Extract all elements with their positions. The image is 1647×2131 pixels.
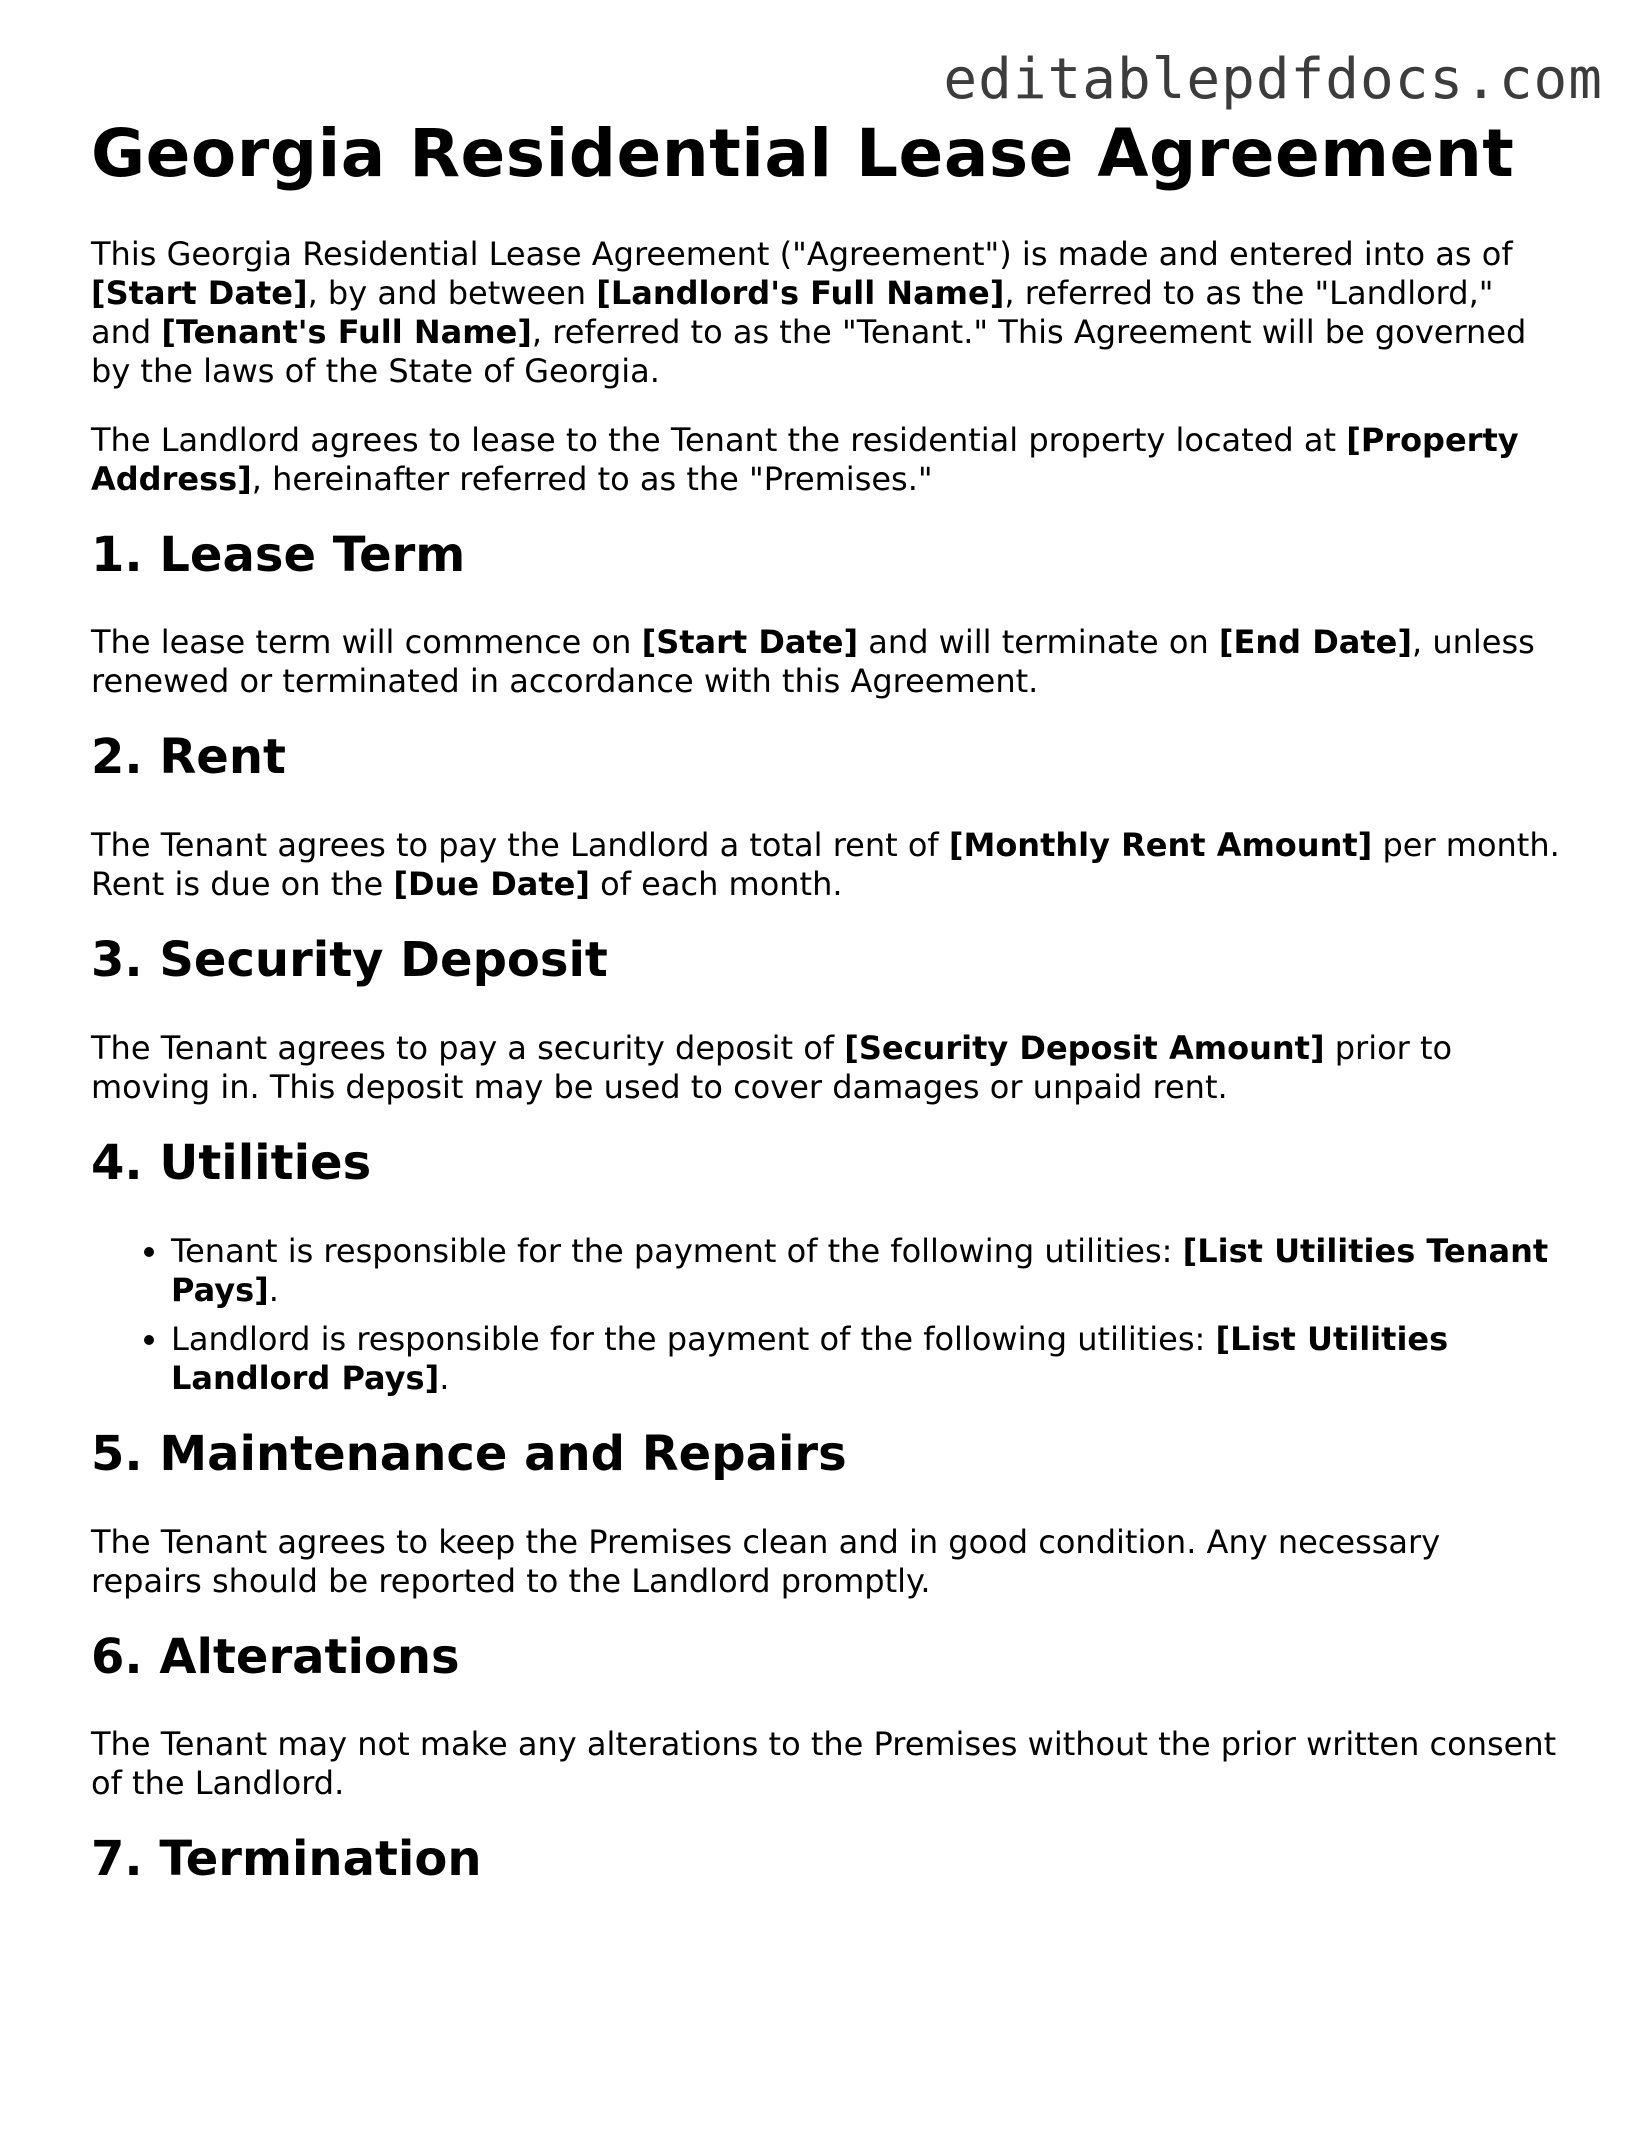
- section-heading-termination: 7. Termination: [91, 1831, 482, 1888]
- start-date-field: [Start Date]: [91, 273, 308, 312]
- section-heading-alterations: 6. Alterations: [91, 1628, 460, 1685]
- lease-term-text: , unless renewed or terminated in accordance with this Agreement.: [91, 623, 1535, 701]
- premises-paragraph: [91, 421, 1561, 499]
- property-address-field: [Property Address]: [91, 420, 1519, 498]
- alterations-paragraph: The Tenant may not make any alterations to the Premises without the prior written consent of the Landlord.: [91, 1725, 1557, 1803]
- landlord-name-field: [Landlord's Full Name]: [596, 273, 1005, 312]
- intro-text: This Georgia Residential Lease Agreement ("Agreement") is made and entered into as of: [91, 234, 1513, 273]
- tenant-name-field: [Tenant's Full Name]: [161, 312, 532, 351]
- rent-text: The Tenant agrees to pay the Landlord a total rent of: [91, 826, 949, 865]
- section-heading-rent: 2. Rent: [91, 729, 286, 786]
- start-date-field: [Start Date]: [641, 623, 859, 662]
- list-item: [171, 1232, 1561, 1310]
- utilities-text: Tenant is responsible for the payment of the following utilities:: [171, 1231, 1183, 1270]
- deposit-text: The Tenant agrees to pay a security deposit of: [91, 1028, 845, 1067]
- intro-text: , by and between: [307, 273, 597, 312]
- watermark-text: editablepdfdocs.com: [943, 47, 1603, 112]
- deposit-paragraph: [91, 1029, 1561, 1107]
- lease-term-paragraph: [91, 623, 1561, 701]
- end-date-field: [End Date]: [1218, 623, 1412, 662]
- lease-term-text: The lease term will commence on: [91, 623, 642, 662]
- landlord-utilities-field: [List Utilities Landlord Pays]: [171, 1319, 1449, 1397]
- section-heading-security-deposit: 3. Security Deposit: [91, 932, 608, 989]
- document-page: [91, 115, 1561, 1928]
- maintenance-paragraph: The Tenant agrees to keep the Premises clean and in good condition. Any necessary repairs should be reported to the Landlord promptly.: [91, 1522, 1441, 1600]
- premises-text: The Landlord agrees to lease to the Tenant the residential property located at: [91, 420, 1347, 459]
- tenant-utilities-field: [List Utilities Tenant Pays]: [171, 1231, 1549, 1309]
- utilities-list: [91, 1232, 1561, 1398]
- list-item: [171, 1320, 1561, 1398]
- security-deposit-field: [Security Deposit Amount]: [844, 1028, 1325, 1067]
- utilities-text: Landlord is responsible for the payment of the following utilities:: [171, 1319, 1216, 1358]
- lease-term-text: and will terminate on: [858, 623, 1219, 662]
- rent-text: per month. Rent is due on the: [91, 826, 1560, 904]
- section-heading-lease-term: 1. Lease Term: [91, 526, 466, 583]
- document-title: Georgia Residential Lease Agreement: [91, 115, 1515, 192]
- intro-text: , referred to as the "Landlord," and: [91, 273, 1494, 351]
- rent-paragraph: [91, 826, 1561, 904]
- utilities-text: .: [439, 1358, 450, 1397]
- monthly-rent-field: [Monthly Rent Amount]: [948, 826, 1373, 865]
- premises-text: , hereinafter referred to as the "Premises.": [251, 459, 933, 498]
- utilities-text: .: [268, 1270, 279, 1309]
- intro-paragraph: [91, 235, 1561, 391]
- due-date-field: [Due Date]: [393, 865, 590, 904]
- deposit-text: prior to moving in. This deposit may be used to cover damages or unpaid rent.: [91, 1028, 1453, 1106]
- intro-text: , referred to as the "Tenant." This Agreement will be governed by the laws of the State of Georgia.: [91, 312, 1527, 390]
- section-heading-maintenance: 5. Maintenance and Repairs: [91, 1425, 847, 1482]
- section-heading-utilities: 4. Utilities: [91, 1134, 372, 1191]
- rent-text: of each month.: [589, 865, 843, 904]
